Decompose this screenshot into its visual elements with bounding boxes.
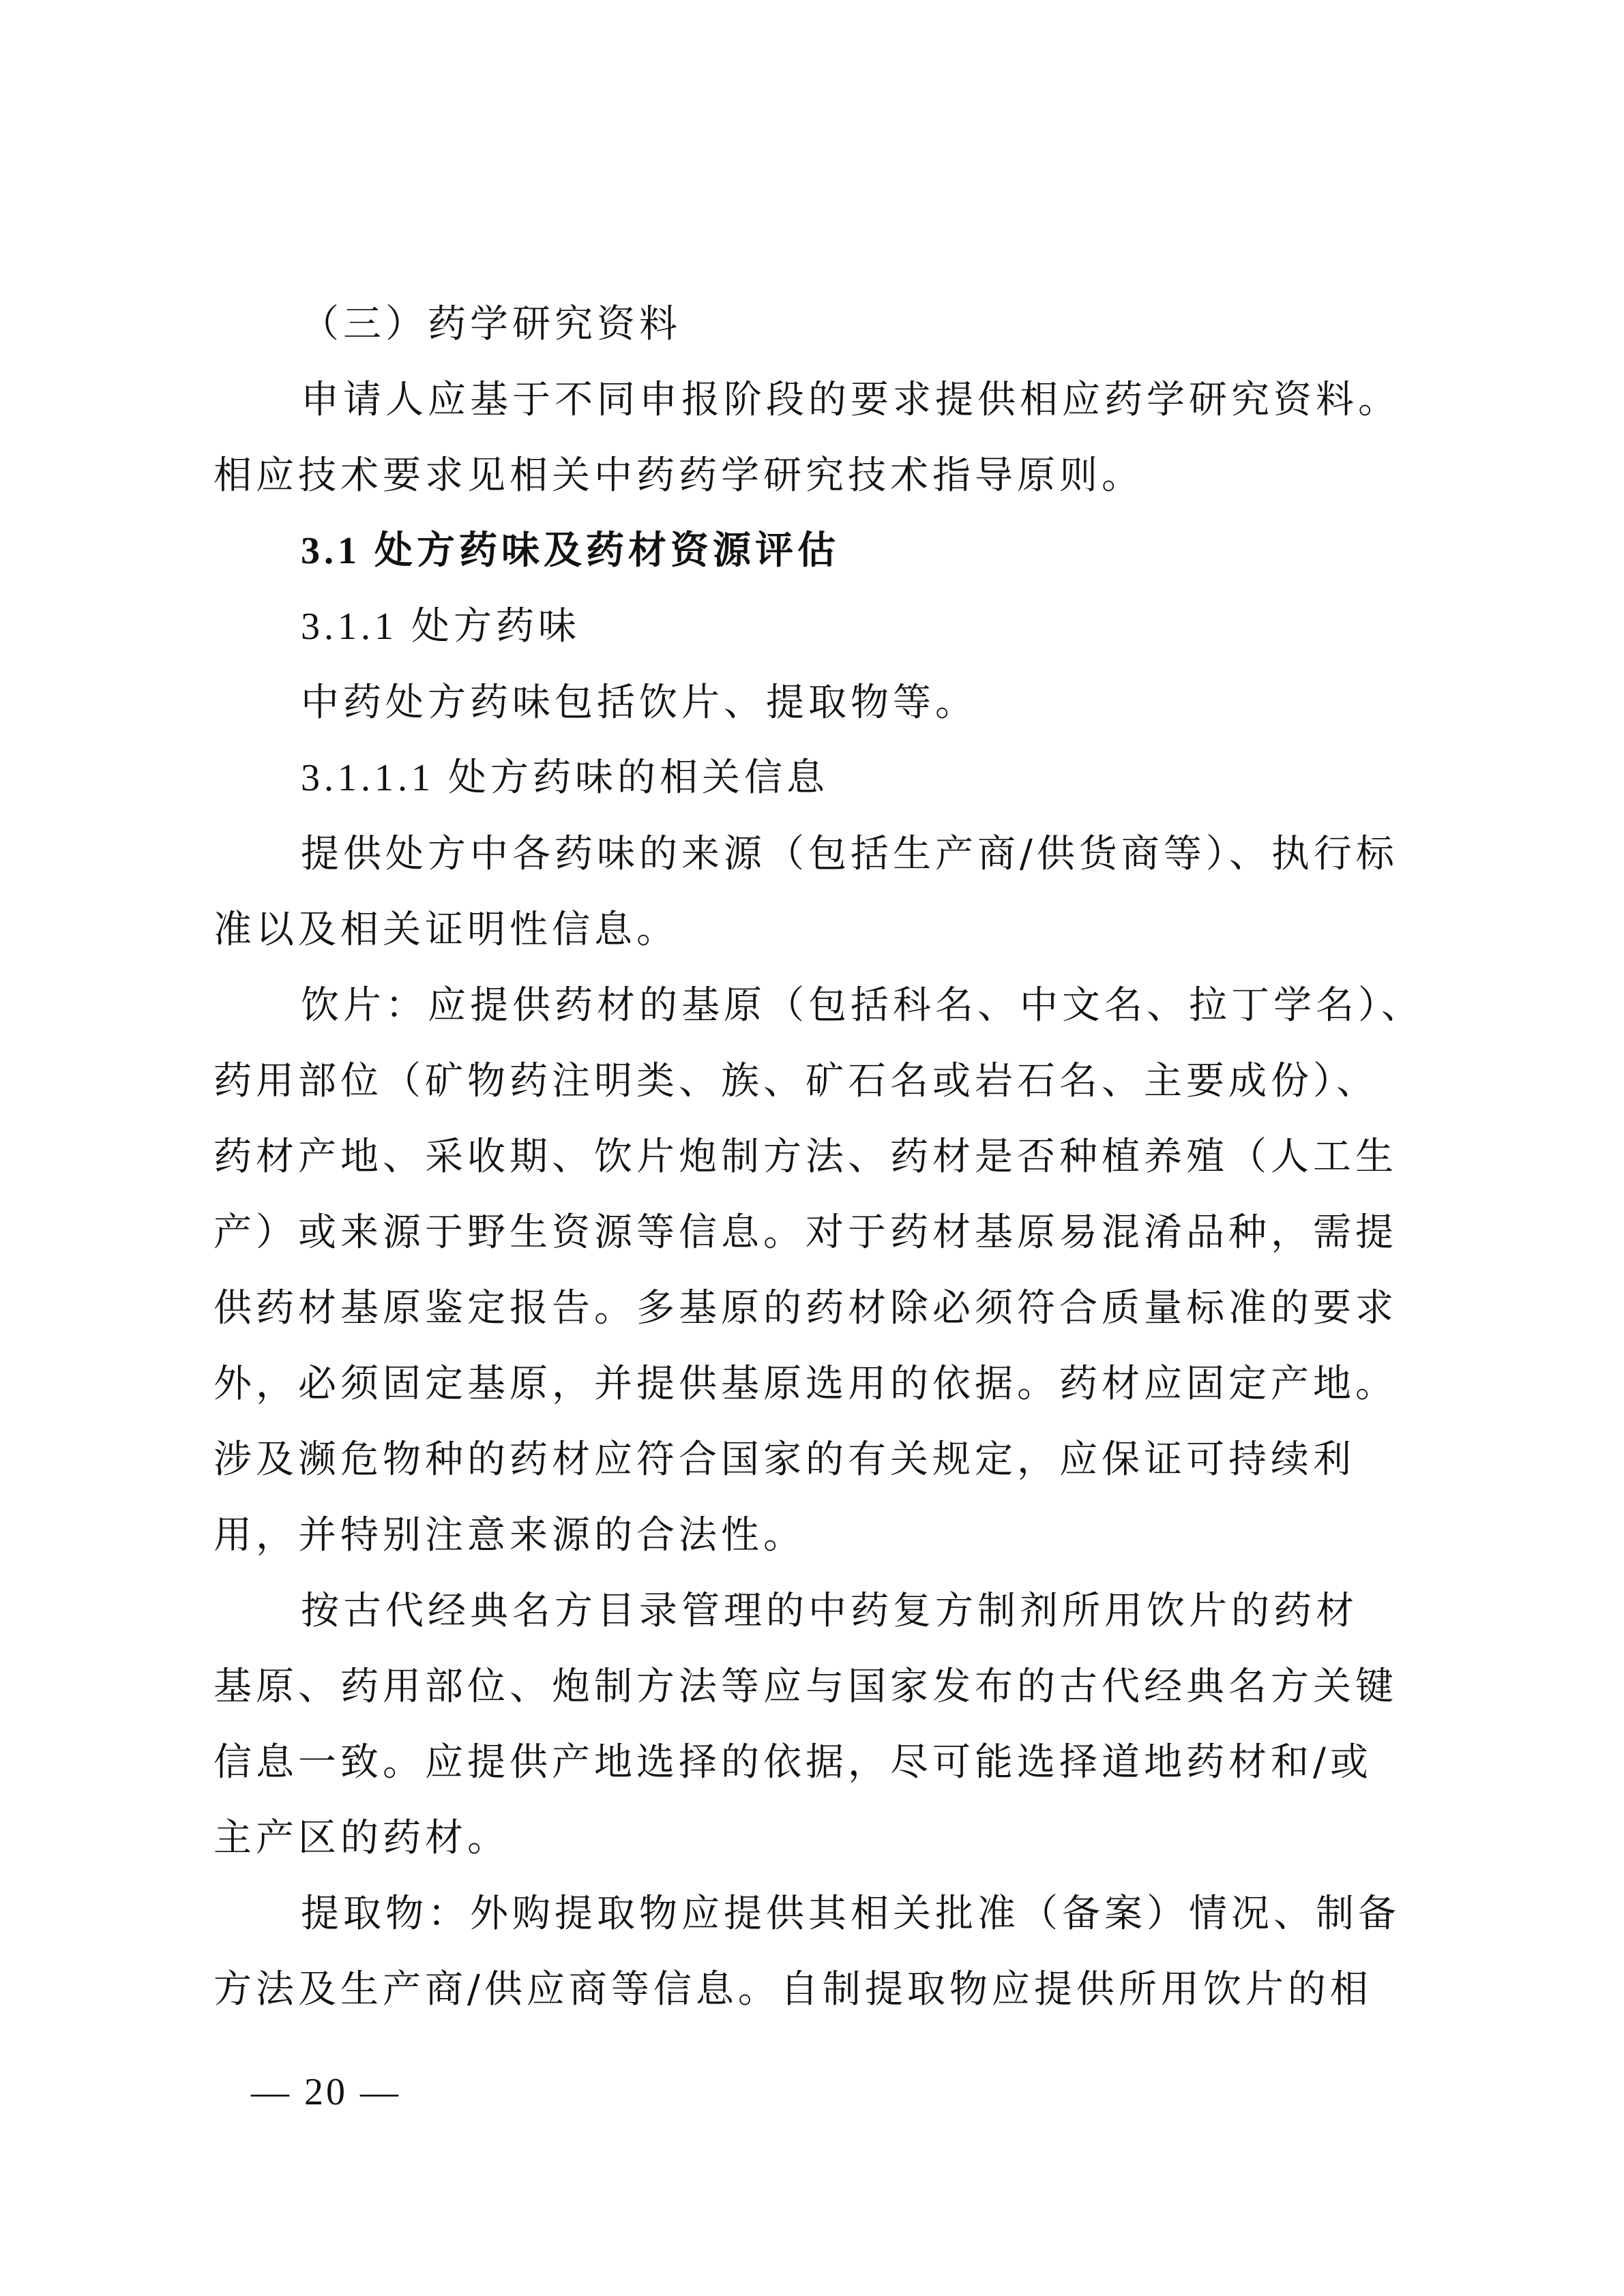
decoction-pieces-line-5: 供药材基原鉴定报告。多基原的药材除必须符合质量标准的要求 <box>213 1286 1398 1330</box>
extracts-line-2: 方法及生产商/供应商等信息。自制提取物应提供所用饮片的相 <box>213 1967 1372 2012</box>
intro-line-2: 相应技术要求见相关中药药学研究技术指导原则。 <box>213 453 1144 498</box>
decoction-pieces-line-4: 产）或来源于野生资源等信息。对于药材基原易混淆品种，需提 <box>213 1210 1398 1255</box>
classic-formula-line-1: 按古代经典名方目录管理的中药复方制剂所用饮片的药材 <box>301 1589 1358 1633</box>
page-content <box>213 286 1428 2027</box>
classic-formula-line-4: 主产区的药材。 <box>213 1816 510 1860</box>
prescription-intro-line: 中药处方药味包括饮片、提取物等。 <box>301 681 977 725</box>
intro-line-1: 申请人应基于不同申报阶段的要求提供相应药学研究资料。 <box>301 378 1400 422</box>
decoction-pieces-line-1: 饮片：应提供药材的基原（包括科名、中文名、拉丁学名）、 <box>301 983 1423 1028</box>
classic-formula-line-2: 基原、药用部位、炮制方法等应与国家发布的古代经典名方关键 <box>213 1665 1398 1709</box>
heading-3-1: 3.1 处方药味及药材资源评估 <box>301 530 840 572</box>
source-info-line-2: 准以及相关证明性信息。 <box>213 908 679 952</box>
source-info-line-1: 提供处方中各药味的来源（包括生产商/供货商等）、执行标 <box>301 832 1398 876</box>
decoction-pieces-line-6: 外，必须固定基原，并提供基原选用的依据。药材应固定产地。 <box>213 1362 1398 1406</box>
classic-formula-line-3: 信息一致。应提供产地选择的依据，尽可能选择道地药材和/或 <box>213 1740 1372 1785</box>
page-number: — 20 — <box>251 2071 401 2113</box>
decoction-pieces-line-2: 药用部位（矿物药注明类、族、矿石名或岩石名、主要成份）、 <box>213 1059 1378 1103</box>
heading-3-1-1: 3.1.1 处方药味 <box>301 606 580 648</box>
extracts-line-1: 提取物：外购提取物应提供其相关批准（备案）情况、制备 <box>301 1892 1400 1936</box>
decoction-pieces-line-3: 药材产地、采收期、饮片炮制方法、药材是否种植养殖（人工生 <box>213 1135 1398 1179</box>
decoction-pieces-line-7: 涉及濒危物种的药材应符合国家的有关规定，应保证可持续利 <box>213 1437 1355 1482</box>
decoction-pieces-line-8: 用，并特别注意来源的合法性。 <box>213 1513 806 1557</box>
heading-3-1-1-1: 3.1.1.1 处方药味的相关信息 <box>301 757 829 799</box>
section-heading: （三）药学研究资料 <box>301 302 681 346</box>
